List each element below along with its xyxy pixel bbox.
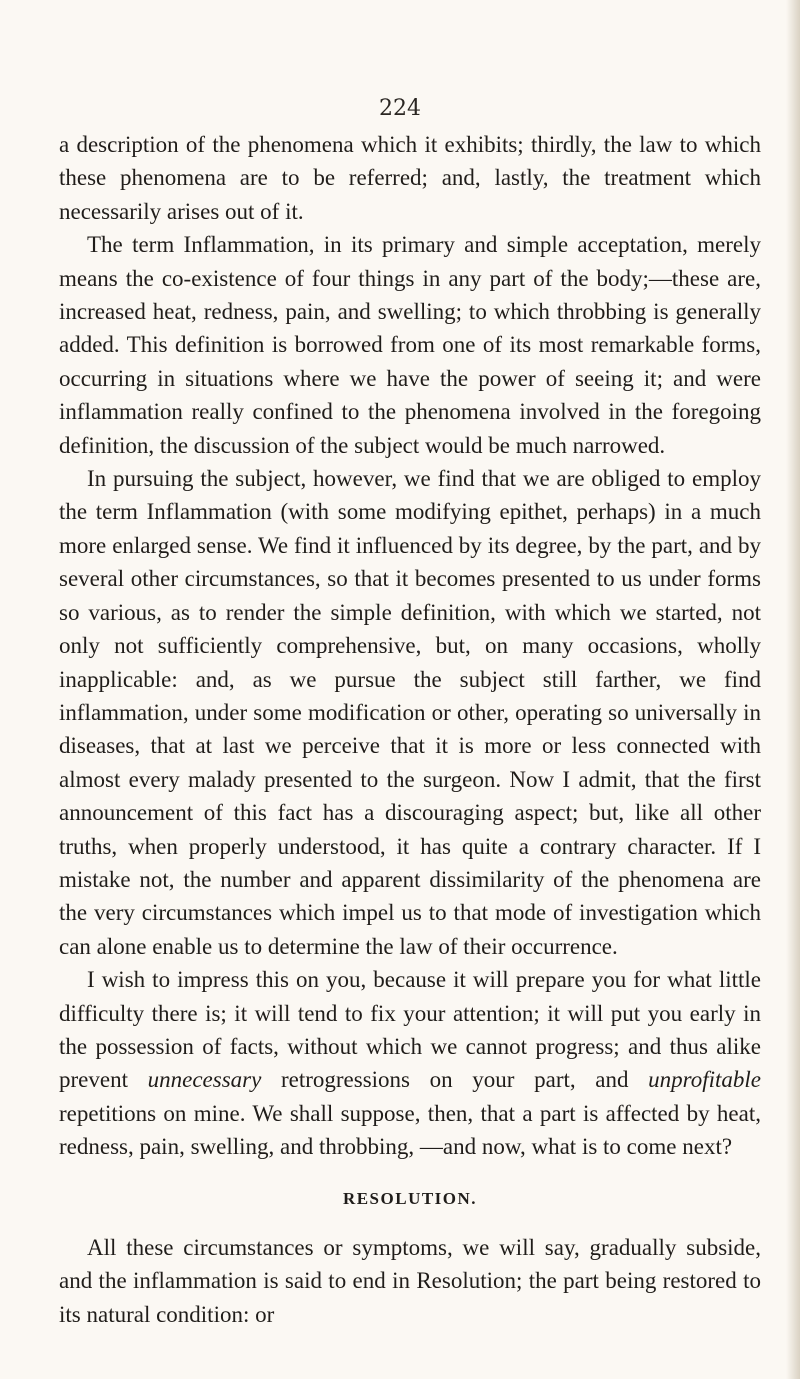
italic-unprofitable: unprofitable xyxy=(648,1067,762,1093)
paragraph-continuation: a description of the phenomena which it exhibits; thirdly, the law to which these phenomena are to be referred; and, lastly, the treatment which necessarily arises out of it. xyxy=(59,132,761,224)
body-text xyxy=(59,128,761,1331)
paragraph-resolution: All these circumstances or symptoms, we will say, gradually subside, and the inflammation is said to end in Resolution; the part being restored to its natural condition: or xyxy=(59,1235,761,1327)
page-number: 224 xyxy=(379,96,421,121)
paragraph-definition: The term Inflammation, in its primary and simple acceptation, merely means the co-existence of four things in any part of the body;—these are, increased heat, redness, pain, and swelling; to which throbbing is generally added. This definition is borrowed from one of its most remarkable forms, occurring in situations where we have the power of seeing it; and were inflammation really confined to the phenomena involved in the foregoing definition, the discussion of the subject would be much narrowed. xyxy=(59,232,761,458)
paragraph-impress-part-2: retrogressions on your part, and xyxy=(261,1067,649,1093)
section-heading: RESOLUTION. xyxy=(342,1188,478,1208)
paragraph-impress xyxy=(59,963,761,1163)
italic-unnecessary: unnecessary xyxy=(147,1067,262,1093)
paragraph-impress-part-1: I wish to impress this on you, because it will prepare you for what little difficulty there is; it will tend to fix your attention; it will put you early in the possession of facts, without which we cannot progress; and thus alike prevent xyxy=(59,967,761,1093)
paragraph-enlarged-sense: In pursuing the subject, however, we find that we are obliged to employ the term Inflammation (with some modifying epithet, perhaps) in a much more enlarged sense. We find it influenced by its degree, by the part, and by several other circumstances, so that it becomes presented to us under forms so various, as to render the simple definition, with which we started, not only not sufficiently comprehensive, but, on many occasions, wholly inapplicable: and, as we pursue the subject still farther, we find inflammation, under some modification or other, operating so universally in diseases, that at last we perceive that it is more or less connected with almost every malady presented to the surgeon. Now I admit, that the first announcement of this fact has a discouraging aspect; but, like all other truths, when properly understood, it has quite a contrary character. If I mistake not, the number and apparent dissimilarity of the phenomena are the very circumstances which impel us to that mode of investigation which can alone enable us to determine the law of their occurrence. xyxy=(59,466,761,959)
page-edge-shadow xyxy=(786,0,800,1379)
paragraph-impress-part-3: repetitions on mine. We shall suppose, then, that a part is affected by heat, redness, pain, swelling, and throbbing, —and now, what is to come next? xyxy=(59,1100,761,1160)
